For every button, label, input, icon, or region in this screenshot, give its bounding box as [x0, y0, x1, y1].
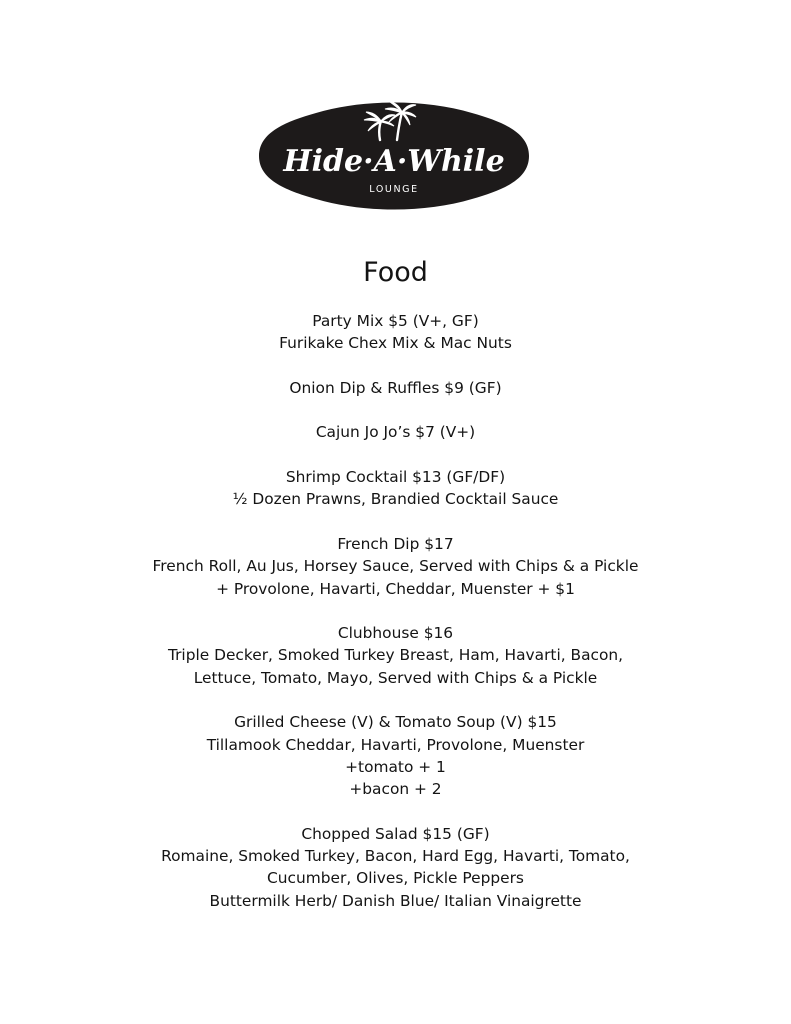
menu-title: Food — [363, 257, 428, 288]
menu-list — [0, 310, 791, 934]
menu-item-description: Furikake Chex Mix & Mac Nuts — [279, 334, 512, 353]
menu-item — [0, 711, 791, 800]
menu-item — [0, 377, 791, 399]
menu-item — [0, 533, 791, 600]
menu-item — [0, 823, 791, 912]
menu-item-description: ½ Dozen Prawns, Brandied Cocktail Sauce — [232, 490, 559, 509]
logo-script-text: Hide·A·While — [283, 144, 505, 179]
menu-item-description: Triple Decker, Smoked Turkey Breast, Ham, Havarti, Bacon, — [167, 646, 624, 665]
menu-item-description: Tillamook Cheddar, Havarti, Provolone, Muenster — [206, 735, 585, 754]
menu-item-description: +tomato + 1 — [345, 757, 446, 776]
menu-item-name: Grilled Cheese (V) & Tomato Soup (V) $15 — [234, 713, 557, 732]
lounge-logo — [258, 100, 530, 212]
menu-item — [0, 466, 791, 511]
menu-item-name: Shrimp Cocktail $13 (GF/DF) — [285, 468, 506, 487]
menu-item — [0, 421, 791, 443]
menu-item-description: + Provolone, Havarti, Cheddar, Muenster + $1 — [216, 579, 575, 598]
menu-item — [0, 310, 791, 355]
logo-badge — [258, 100, 530, 212]
menu-item-name: Clubhouse $16 — [337, 624, 454, 643]
menu-item-name: French Dip $17 — [337, 534, 454, 553]
menu-item-name: Onion Dip & Ruffles $9 (GF) — [289, 378, 502, 397]
menu-item-name: Chopped Salad $15 (GF) — [301, 824, 490, 843]
logo-subtitle: LOUNGE — [369, 184, 419, 195]
menu-item-name: Party Mix $5 (V+, GF) — [312, 312, 479, 330]
menu-item-description: Romaine, Smoked Turkey, Bacon, Hard Egg, Havarti, Tomato, — [161, 847, 630, 866]
menu-item-description: Lettuce, Tomato, Mayo, Served with Chips & a Pickle — [193, 668, 598, 687]
menu-item — [0, 622, 791, 689]
menu-item-description: French Roll, Au Jus, Horsey Sauce, Served with Chips & a Pickle — [152, 557, 639, 576]
menu-item-name: Cajun Jo Jo’s $7 (V+) — [315, 423, 476, 442]
menu-item-description: Buttermilk Herb/ Danish Blue/ Italian Vinaigrette — [209, 891, 582, 910]
menu-item-description: Cucumber, Olives, Pickle Peppers — [267, 869, 524, 888]
menu-item-description: +bacon + 2 — [349, 780, 442, 799]
